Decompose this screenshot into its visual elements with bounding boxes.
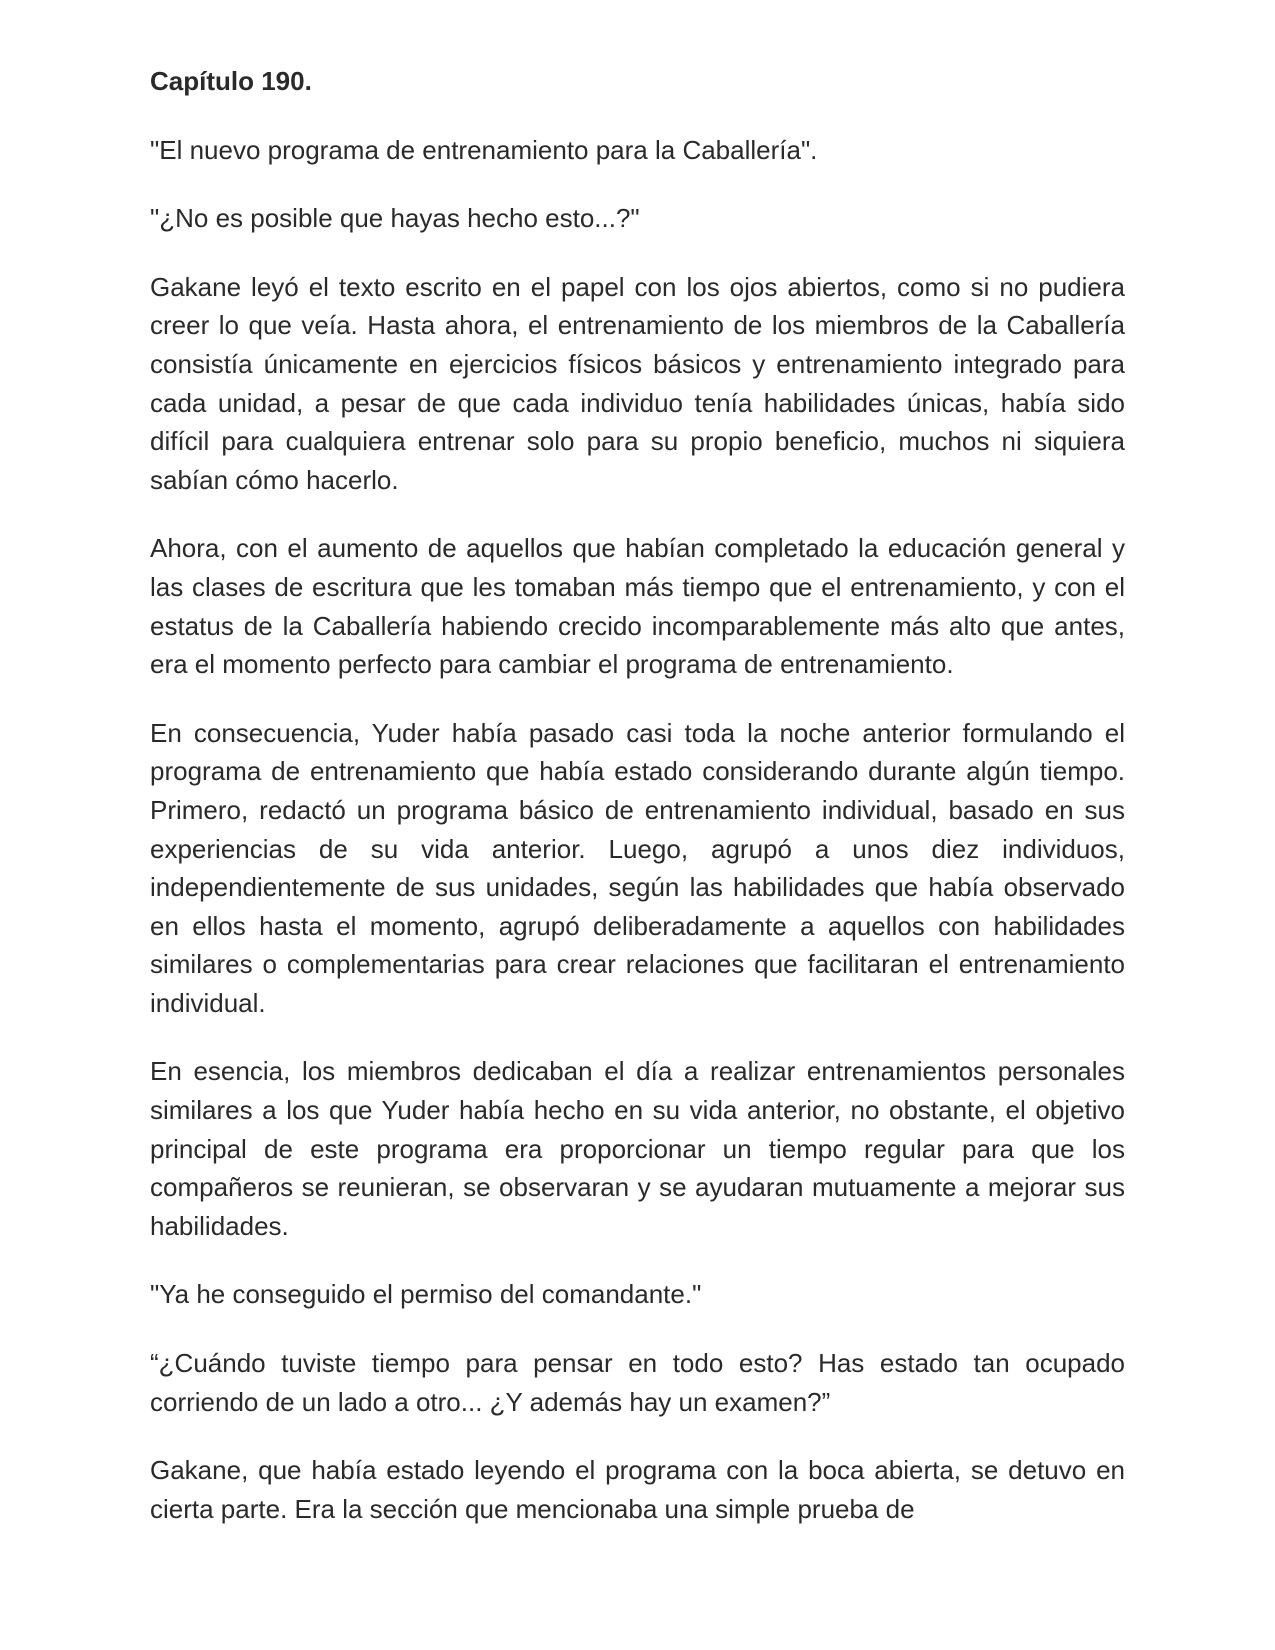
paragraph-gakane-stops: Gakane, que había estado leyendo el programa con la boca abierta, se detuvo en cierta parte. Era la sección que mencionaba una simple prueba de (150, 1455, 1125, 1524)
paragraph-context: Ahora, con el aumento de aquellos que habían completado la educación general y las clases de escritura que les tomaban más tiempo que el entrenamiento, y con el estatus de la Caballería habiendo crecido incomparablemente más alto que antes, era el momento perfecto para cambiar el programa de entrenamiento. (150, 533, 1125, 680)
paragraph-permission: "Ya he conseguido el permiso del comandante." (150, 1279, 702, 1310)
paragraph-question: "¿No es posible que hayas hecho esto...?" (150, 203, 640, 234)
paragraph-yuder-program: En consecuencia, Yuder había pasado casi toda la noche anterior formulando el programa de entrenamiento que había estado considerando durante algún tiempo. Primero, redactó un programa básico de entrenamiento individual, basado en sus experiencias de su vida anterior. Luego, agrupó a unos diez individuos, independientemente de sus unidades, según las habilidades que había observado en ellos hasta el momento, agrupó deliberadamente a aquellos con habilidades similares o complementarias para crear relaciones que facilitaran el entrenamiento individual. (150, 717, 1125, 1018)
paragraph-essence: En esencia, los miembros dedicaban el día a realizar entrenamientos personales similares a los que Yuder había hecho en su vida anterior, no obstante, el objetivo principal de este programa era proporcionar un tiempo regular para que los compañeros se reunieran, se observaran y se ayudaran mutuamente a mejorar sus habilidades. (150, 1056, 1125, 1241)
paragraph-program-title: "El nuevo programa de entrenamiento para la Caballería". (150, 134, 818, 165)
document-page (150, 62, 1125, 1558)
paragraph-when-time: “¿Cuándo tuviste tiempo para pensar en todo esto? Has estado tan ocupado corriendo de un lado a otro... ¿Y además hay un examen?” (150, 1348, 1125, 1417)
chapter-title: Capítulo 190. (150, 66, 312, 96)
paragraph-gakane-reads: Gakane leyó el texto escrito en el papel con los ojos abiertos, como si no pudiera creer lo que veía. Hasta ahora, el entrenamiento de los miembros de la Caballería consistía únicamente en ejercicios físicos básicos y entrenamiento integrado para cada unidad, a pesar de que cada individuo tenía habilidades únicas, había sido difícil para cualquiera entrenar solo para su propio beneficio, muchos ni siquiera sabían cómo hacerlo. (150, 271, 1125, 495)
